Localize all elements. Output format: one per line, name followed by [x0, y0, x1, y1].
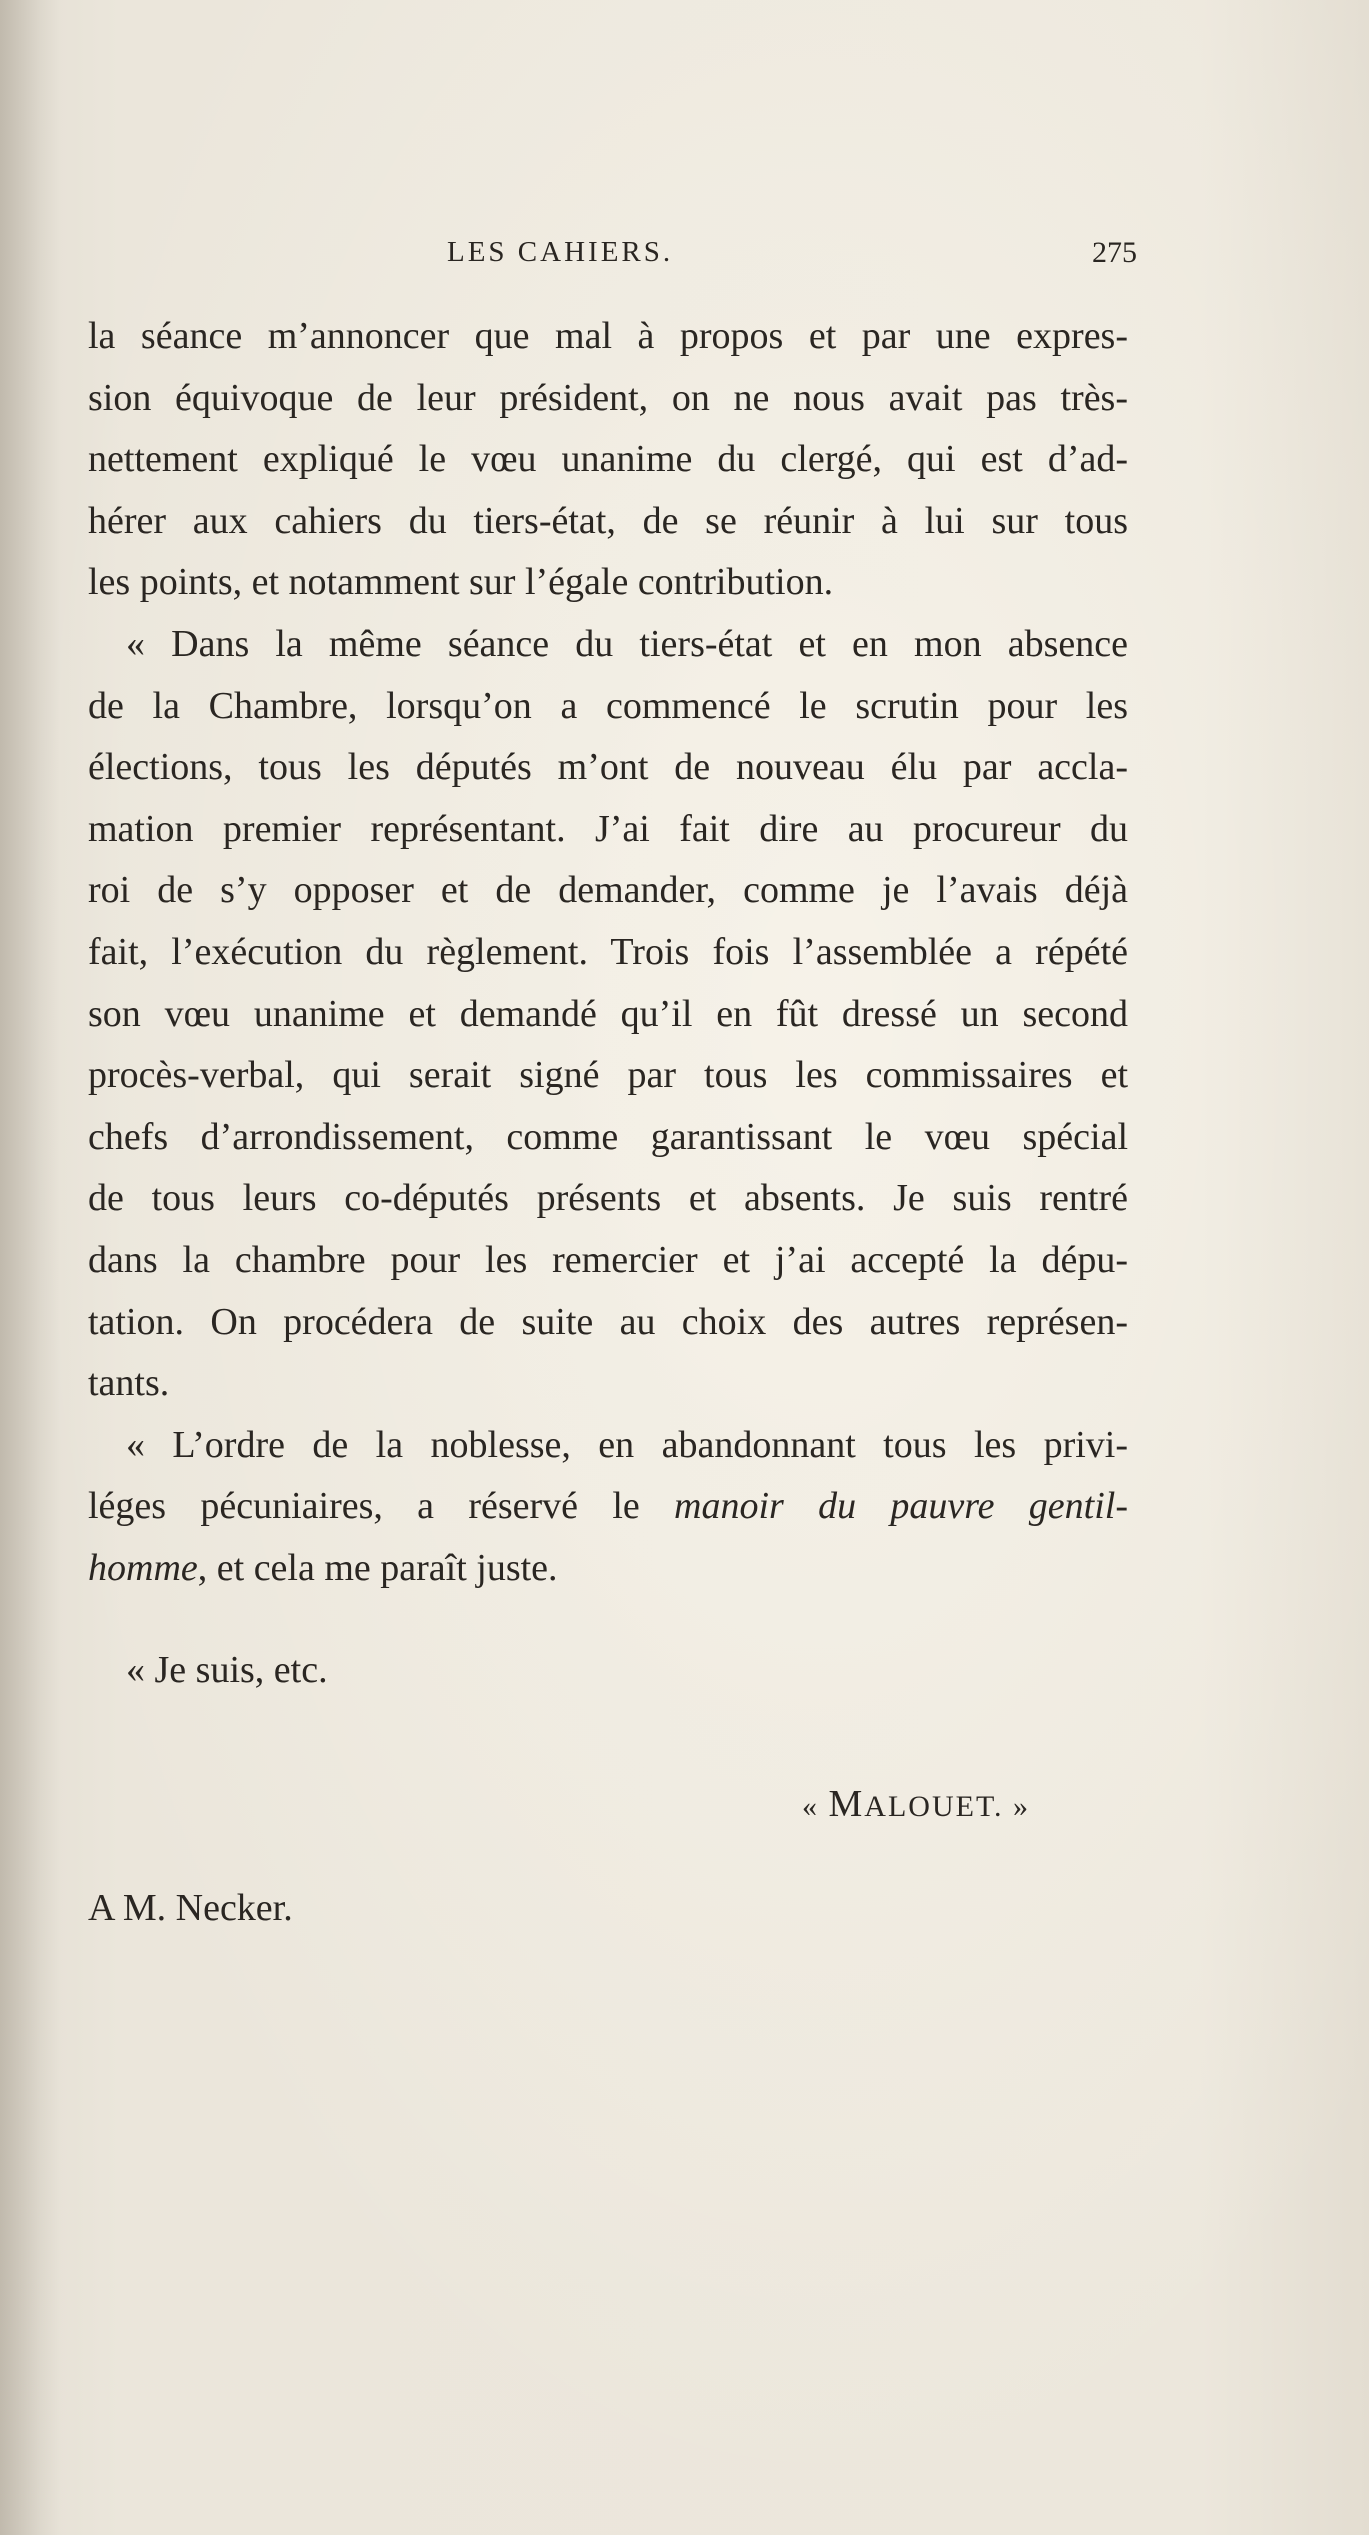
- text-run: , et cela me paraît juste.: [197, 1546, 558, 1589]
- text-line: [88, 1538, 1128, 1600]
- text-line: les points, et notamment sur l’égale contribution.: [88, 561, 834, 604]
- page-header: [447, 236, 1137, 276]
- recipient: A M. Necker.: [88, 1887, 293, 1929]
- text-line: roi de s’y opposer et de demander, comme je l’avais déjà: [88, 869, 1128, 912]
- signature-initial: M: [828, 1783, 865, 1825]
- text-line: élections, tous les députés m’ont de nouveau élu par accla-: [88, 746, 1128, 789]
- text-line: tation. On procédera de suite au choix des autres représen-: [88, 1300, 1128, 1343]
- closing-formula: « Je suis, etc.: [126, 1649, 328, 1691]
- text-run: léges pécuniaires, a réservé le: [88, 1485, 675, 1528]
- text-line: fait, l’exécution du règlement. Trois fois l’assemblée a répété: [88, 930, 1128, 973]
- signature: [802, 1782, 1030, 1826]
- body-text: [88, 306, 1128, 1599]
- page-number: 275: [1092, 236, 1137, 269]
- text-line: procès-verbal, qui serait signé par tous les commissaires et: [88, 1054, 1128, 1097]
- text-line: « L’ordre de la noblesse, en abandonnant tous les privi-: [126, 1423, 1128, 1466]
- text-line: hérer aux cahiers du tiers-état, de se réunir à lui sur tous: [88, 499, 1128, 542]
- text-line: la séance m’annoncer que mal à propos et par une expres-: [88, 315, 1128, 357]
- text-line: nettement expliqué le vœu unanime du clergé, qui est d’ad-: [88, 438, 1128, 481]
- text-line: « Dans la même séance du tiers-état et en mon absence: [126, 622, 1128, 665]
- text-line: de la Chambre, lorsqu’on a commencé le scrutin pour les: [88, 684, 1128, 727]
- italic-phrase: manoir du pauvre gentil-: [674, 1485, 1128, 1528]
- text-line: son vœu unanime et demandé qu’il en fût dressé un second: [88, 992, 1128, 1035]
- text-line: mation premier représentant. J’ai fait dire au procureur du: [88, 807, 1128, 850]
- text-line: de tous leurs co-députés présents et absents. Je suis rentré: [88, 1177, 1128, 1220]
- italic-phrase: homme: [88, 1546, 198, 1589]
- text-line: [88, 1476, 1128, 1538]
- text-line: tants.: [88, 1362, 170, 1405]
- signature-open-quote: «: [802, 1790, 829, 1823]
- signature-close-quote: »: [1003, 1790, 1031, 1823]
- text-line: sion équivoque de leur président, on ne nous avait pas très-: [88, 376, 1128, 419]
- text-line: dans la chambre pour les remercier et j’ai accepté la dépu-: [88, 1238, 1128, 1281]
- signature-name: ALOUET.: [864, 1790, 1004, 1823]
- gutter-shadow: [0, 0, 60, 2535]
- text-line: chefs d’arrondissement, comme garantissant le vœu spécial: [88, 1115, 1128, 1158]
- running-title: LES CAHIERS.: [447, 236, 674, 268]
